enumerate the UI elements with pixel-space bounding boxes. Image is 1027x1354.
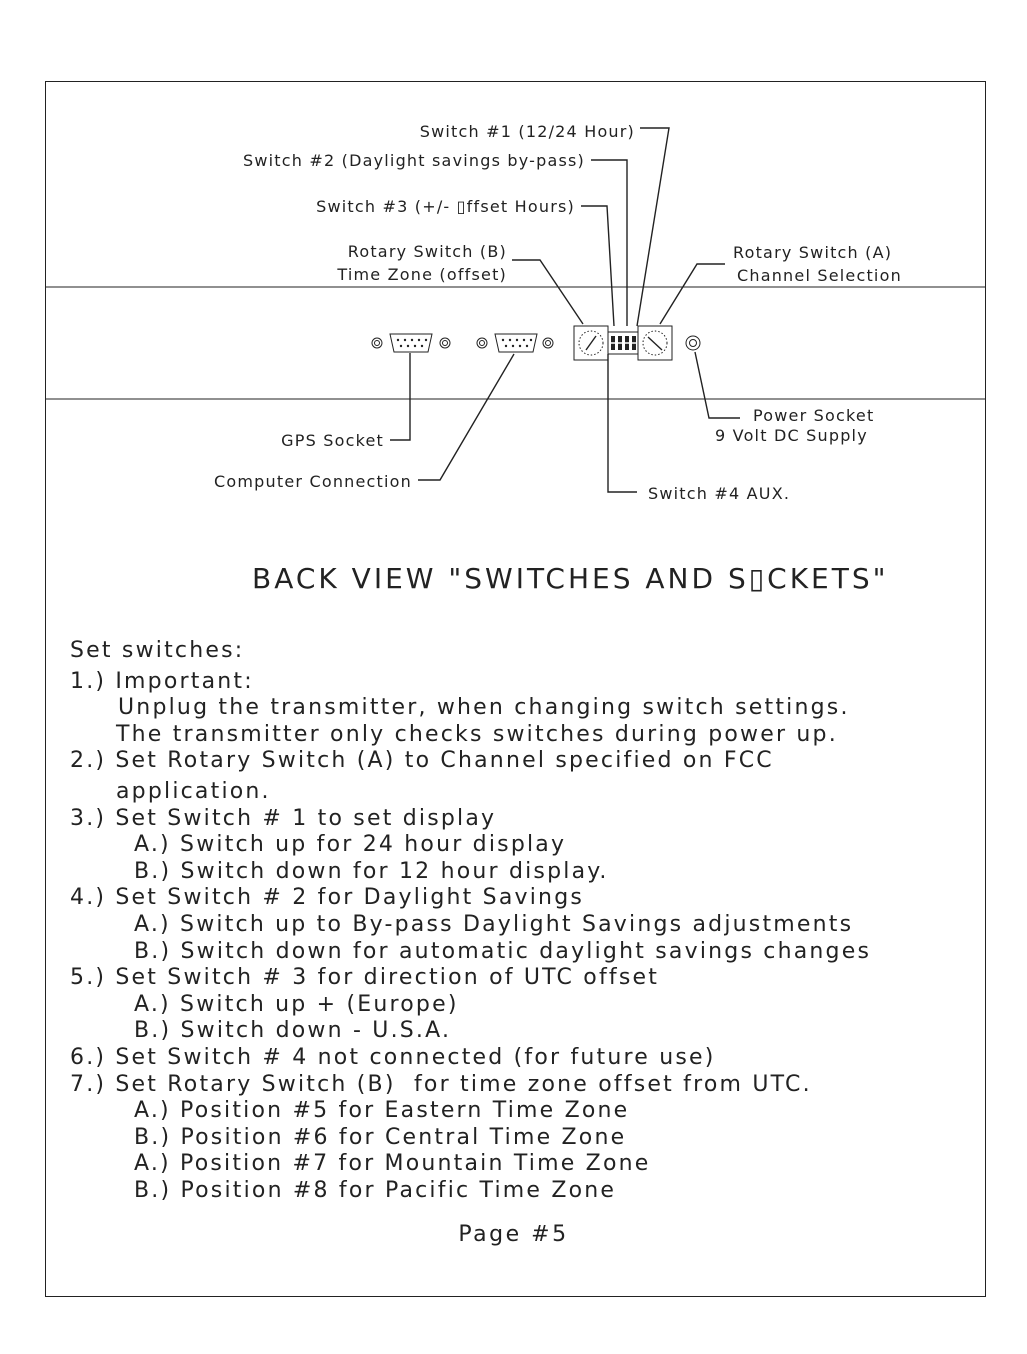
instruction-item-5a: A.) Switch up + (Europe) xyxy=(134,991,459,1017)
instruction-item-3b: B.) Switch down for 12 hour display. xyxy=(134,858,609,884)
instruction-item-5: 5.) Set Switch # 3 for direction of UTC offset xyxy=(70,965,660,991)
rotary-a-label-line2: Channel Selection xyxy=(737,266,902,285)
diagram-title: BACK VIEW "SWITCHES AND S▯CKETS" xyxy=(252,562,889,595)
instruction-item-2: 2.) Set Rotary Switch (A) to Channel specified on FCC xyxy=(70,748,774,774)
instruction-item-1-line2: The transmitter only checks switches during power up. xyxy=(116,721,838,747)
gps-socket xyxy=(372,334,450,352)
dip-switch-block xyxy=(608,332,638,354)
rotary-b-label-line1: Rotary Switch (B) xyxy=(347,242,507,261)
page-number: Page #5 xyxy=(458,1222,569,1247)
instruction-item-7: 7.) Set Rotary Switch (B) for time zone offset from UTC. xyxy=(70,1071,812,1097)
instruction-item-1-line1: Unplug the transmitter, when changing switch settings. xyxy=(118,695,850,721)
rotary-switch-b xyxy=(574,326,608,360)
switch4-leader xyxy=(608,354,637,492)
instruction-item-5b: B.) Switch down - U.S.A. xyxy=(134,1018,452,1044)
rotary-a-leader xyxy=(660,264,725,324)
instructions-heading: Set switches: xyxy=(70,638,245,663)
power-label-line2: 9 Volt DC Supply xyxy=(715,426,868,445)
switch1-label: Switch #1 (12/24 Hour) xyxy=(419,122,635,141)
switch3-leader xyxy=(581,206,614,326)
rotary-b-label-line2: Time Zone (offset) xyxy=(337,265,507,284)
instruction-item-7c: A.) Position #7 for Mountain Time Zone xyxy=(134,1151,651,1177)
instruction-item-1: 1.) Important: xyxy=(70,668,254,694)
instruction-item-3: 3.) Set Switch # 1 to set display xyxy=(70,805,497,831)
computer-leader xyxy=(418,354,514,480)
instruction-item-6: 6.) Set Switch # 4 not connected (for future use) xyxy=(70,1044,716,1070)
instruction-item-4a: A.) Switch up to By-pass Daylight Savings adjustments xyxy=(134,911,854,937)
switch3-label: Switch #3 (+/- ▯ffset Hours) xyxy=(316,197,575,216)
instructions xyxy=(70,638,970,1204)
power-socket xyxy=(686,336,700,350)
rotary-switch-a xyxy=(638,326,672,360)
switch1-leader xyxy=(637,128,669,326)
computer-label: Computer Connection xyxy=(214,472,412,491)
switch2-label: Switch #2 (Daylight savings by-pass) xyxy=(242,151,585,170)
gps-leader xyxy=(390,353,410,440)
instruction-item-7a: A.) Position #5 for Eastern Time Zone xyxy=(134,1098,630,1124)
instruction-item-7b: B.) Position #6 for Central Time Zone xyxy=(134,1124,627,1150)
instruction-item-4: 4.) Set Switch # 2 for Daylight Savings xyxy=(70,885,585,911)
instruction-item-3a: A.) Switch up for 24 hour display xyxy=(134,832,567,858)
switch4-label: Switch #4 AUX. xyxy=(648,484,791,503)
instruction-item-2-cont: application. xyxy=(116,778,271,804)
instruction-item-7d: B.) Position #8 for Pacific Time Zone xyxy=(134,1177,617,1203)
gps-label: GPS Socket xyxy=(281,431,384,450)
computer-socket xyxy=(477,334,553,352)
power-leader xyxy=(695,352,740,418)
power-label-line1: Power Socket xyxy=(753,406,875,425)
rotary-b-leader xyxy=(512,260,583,324)
instruction-item-4b: B.) Switch down for automatic daylight savings changes xyxy=(134,938,872,964)
rotary-a-label-line1: Rotary Switch (A) xyxy=(733,243,893,262)
